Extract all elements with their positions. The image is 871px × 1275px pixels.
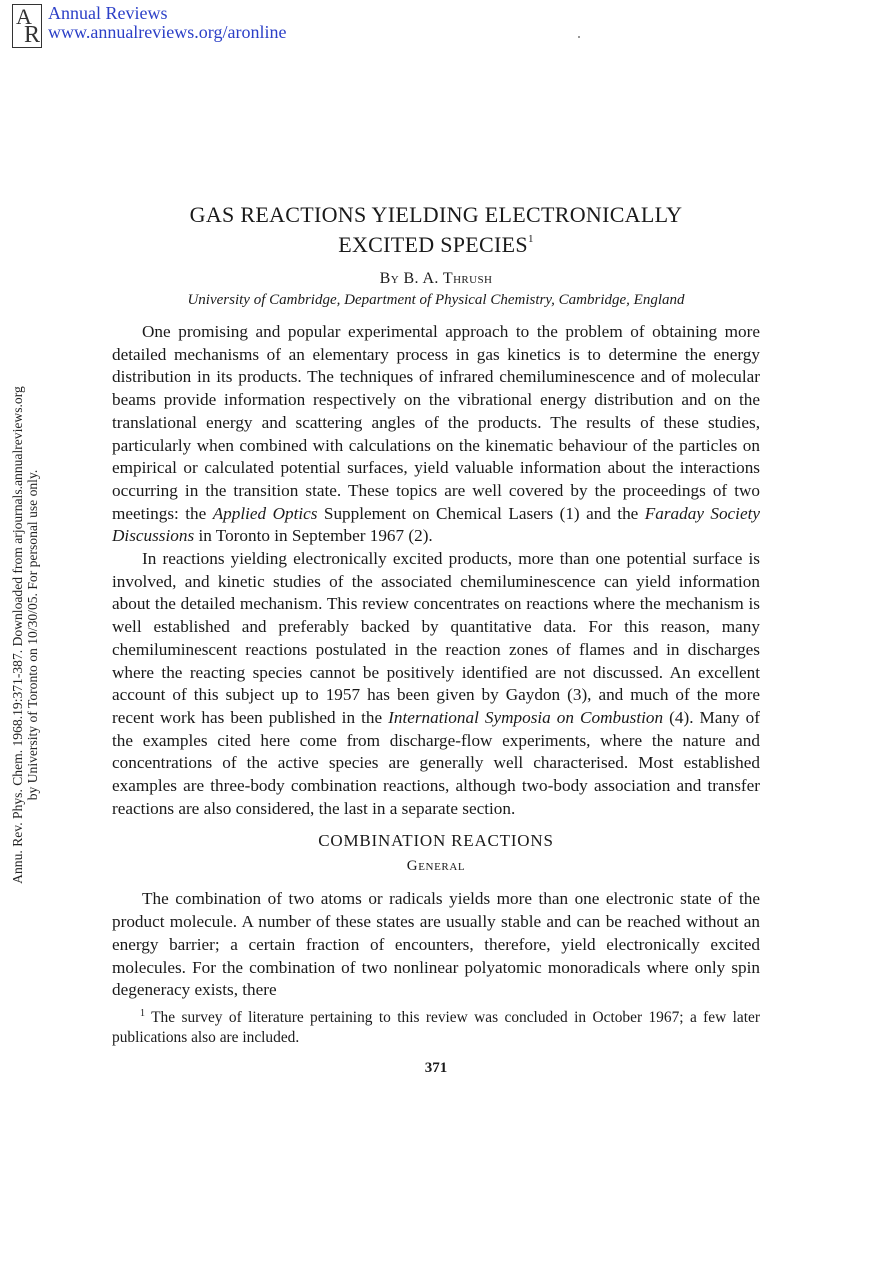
paragraph-1-text-b: Supplement on Chemical Lasers (1) and the <box>317 503 645 523</box>
paragraph-2-italic-1: International Symposia on Combustion <box>388 707 664 727</box>
paragraph-2-text-b: (4). Many of the examples cited here come from discharge-flow experiments, where the nature and concentrations of the active species are generally well characterised. Most established examples are three-body combination reactions, although two-body association and transfer reactions are also considered, the last in a separate section. <box>112 707 760 818</box>
author-affiliation: University of Cambridge, Department of Physical Chemistry, Cambridge, England <box>187 292 685 308</box>
section-heading: COMBINATION REACTIONS <box>318 831 554 851</box>
journal-name-link[interactable]: Annual Reviews <box>48 3 168 23</box>
journal-header <box>12 4 286 48</box>
byline-prefix: By <box>379 270 400 287</box>
download-notice-line1: Annu. Rev. Phys. Chem. 1968.19:371-387. Downloaded from arjournals.annualreviews.org <box>10 386 25 884</box>
title-line-1: GAS REACTIONS YIELDING ELECTRONICALLY <box>189 202 683 227</box>
paragraph-2 <box>112 548 760 820</box>
paragraph-3: The combination of two atoms or radicals yields more than one electronic state of the product molecule. A number of these states are usually stable and can be reached without an energy barrier; a certain fraction of encounters, therefore, yield electronically excited molecules. For the combination of two nonlinear polyatomic monoradicals where only spin degeneracy exists, there <box>112 889 760 1000</box>
author-name: B. A. Thrush <box>403 270 493 287</box>
paragraph-1-italic-1: Applied Optics <box>212 503 318 523</box>
download-notice-sidebar <box>0 0 50 1275</box>
title-line-2: EXCITED SPECIES <box>338 232 528 257</box>
footnote <box>112 1008 760 1048</box>
paragraph-1-text-a: One promising and popular experimental approach to the problem of obtaining more detailed mechanisms of an elementary process in gas kinetics is to determine the energy distribution in its products. The techniques of infrared chemiluminescence and of molecular beams provide information respectively on the vibrational energy distribution and on the translational energy and scattering angles of the products. The results of these studies, particularly when combined with calculations on the kinematic behaviour of the particles on empirical or calculated potential surfaces, yield valuable information about the interactions occurring in the transition state. These topics are well covered by the proceedings of two meetings: the <box>112 322 760 523</box>
byline <box>112 270 760 288</box>
article-title <box>112 200 760 260</box>
title-footnote-mark: 1 <box>527 232 534 245</box>
scan-speck <box>578 36 580 38</box>
paragraph-2-text-a: In reactions yielding electronically excited products, more than one potential surface is involved, and kinetic studies of the associated chemiluminescence can yield information about the detailed mechanism. This review concentrates on reactions where the mechanism is well established and preferably backed by quantitative data. For this reason, many chemiluminescent reactions postulated in the reaction zones of flames and in discharges where the reacting species cannot be positively identified are not discussed. An excellent account of this subject up to 1957 has been given by Gaydon (3), and much of the more recent work has been published in the <box>112 549 760 727</box>
download-notice-line2: by University of Toronto on 10/30/05. For personal use only. <box>25 469 40 801</box>
article-body <box>112 200 760 1077</box>
page-number: 371 <box>424 1059 448 1076</box>
journal-url-link[interactable]: www.annualreviews.org/aronline <box>48 22 287 42</box>
footnote-mark: 1 <box>140 1007 145 1019</box>
paragraph-1-text-c: in Toronto in September 1967 (2). <box>194 526 433 546</box>
subsection-heading: General <box>406 858 466 875</box>
footnote-text: The survey of literature pertaining to this review was concluded in October 1967; a few later publications also are included. <box>112 1008 760 1046</box>
logo-letter-r: R <box>24 22 41 48</box>
paragraph-1 <box>112 321 760 548</box>
paragraph-1-italic-2: Faraday Society Discussions <box>112 503 760 546</box>
logo-letter-a: A <box>16 4 32 29</box>
